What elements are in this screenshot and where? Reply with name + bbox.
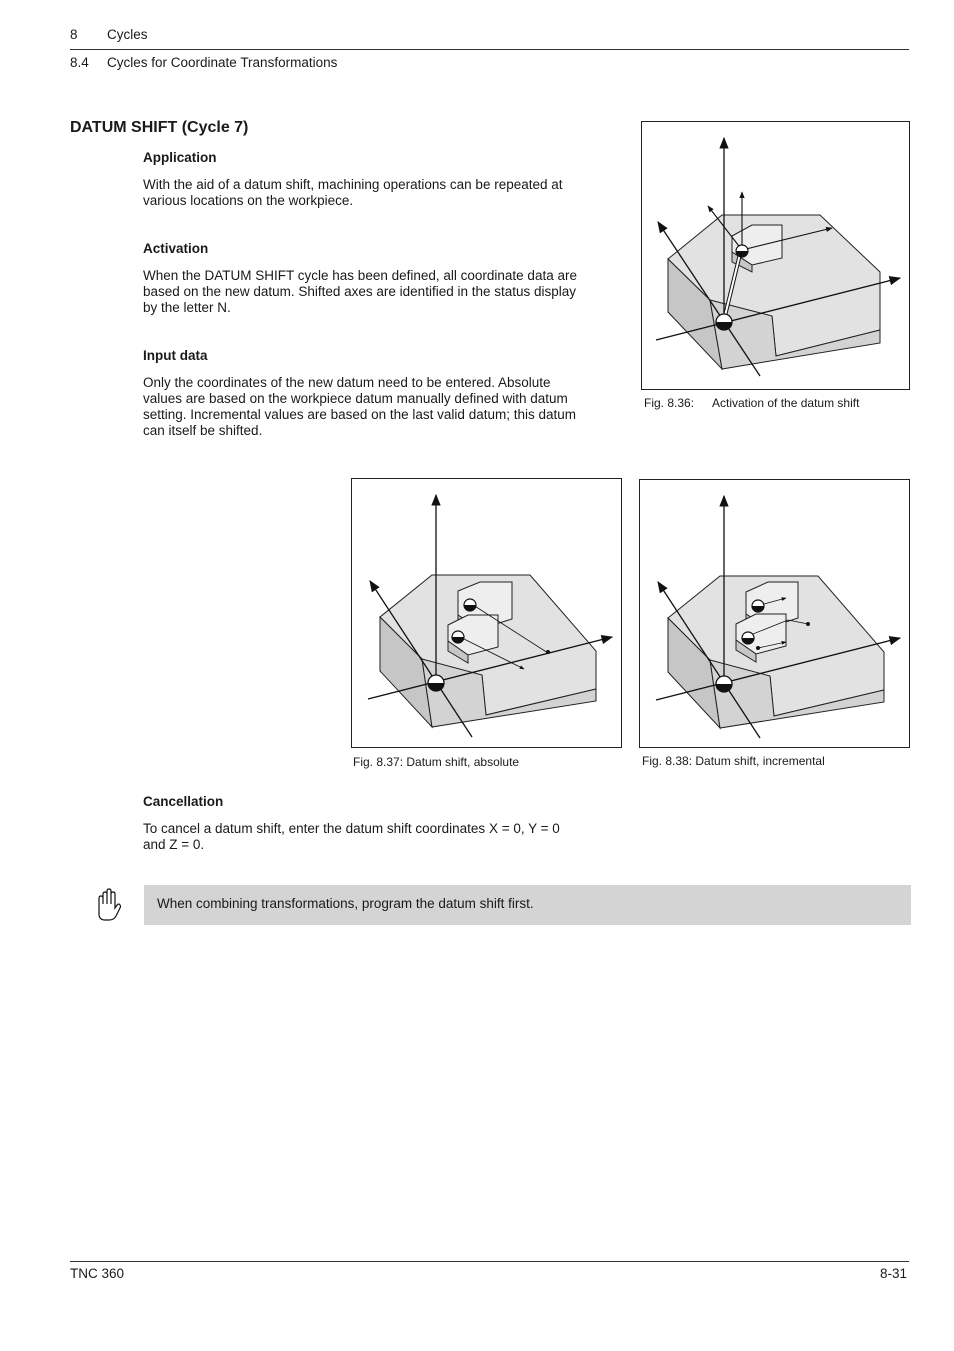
figure-datum-shift-incremental: [639, 479, 910, 748]
activation-heading: Activation: [143, 241, 209, 256]
page-number: 8-31: [880, 1266, 908, 1281]
chapter-title: Cycles: [107, 27, 148, 42]
pointing-hand-icon: [95, 888, 123, 924]
section-title: Cycles for Coordinate Transformations: [107, 55, 338, 70]
chapter-number: 8: [70, 27, 78, 42]
fig-8-38-caption: Fig. 8.38: Datum shift, incremental: [642, 754, 825, 768]
cancellation-heading: Cancellation: [143, 794, 224, 809]
input-data-text: Only the coordinates of the new datum need to be entered. Absolute values are based on the workpiece datum manually defined with datum setting. Incremental values are based on the last valid datum; this datum can itself be shifted.: [143, 375, 576, 438]
header-rule: [70, 49, 909, 50]
figure-datum-shift-activation: [641, 121, 910, 390]
fig-8-37-caption: Fig. 8.37: Datum shift, absolute: [353, 755, 520, 769]
application-text: With the aid of a datum shift, machining operations can be repeated at various locations on the workpiece.: [143, 177, 563, 208]
figure-datum-shift-absolute: [351, 478, 622, 748]
input-data-heading: Input data: [143, 348, 208, 363]
fig-8-36-number: Fig. 8.36:: [644, 396, 695, 410]
fig-8-36-caption: Activation of the datum shift: [712, 396, 860, 410]
footer-rule: [70, 1261, 909, 1262]
section-number: 8.4: [70, 55, 89, 70]
note-text: When combining transformations, program the datum shift first.: [157, 896, 534, 911]
application-heading: Application: [143, 150, 217, 165]
page-title: DATUM SHIFT (Cycle 7): [70, 119, 249, 136]
note-box: [144, 885, 911, 925]
footer-product: TNC 360: [70, 1266, 125, 1281]
activation-text: When the DATUM SHIFT cycle has been defined, all coordinate data are based on the new datum. Shifted axes are identified in the status display by the letter N.: [143, 268, 577, 315]
cancellation-text: To cancel a datum shift, enter the datum shift coordinates X = 0, Y = 0 and Z = 0.: [143, 821, 560, 852]
